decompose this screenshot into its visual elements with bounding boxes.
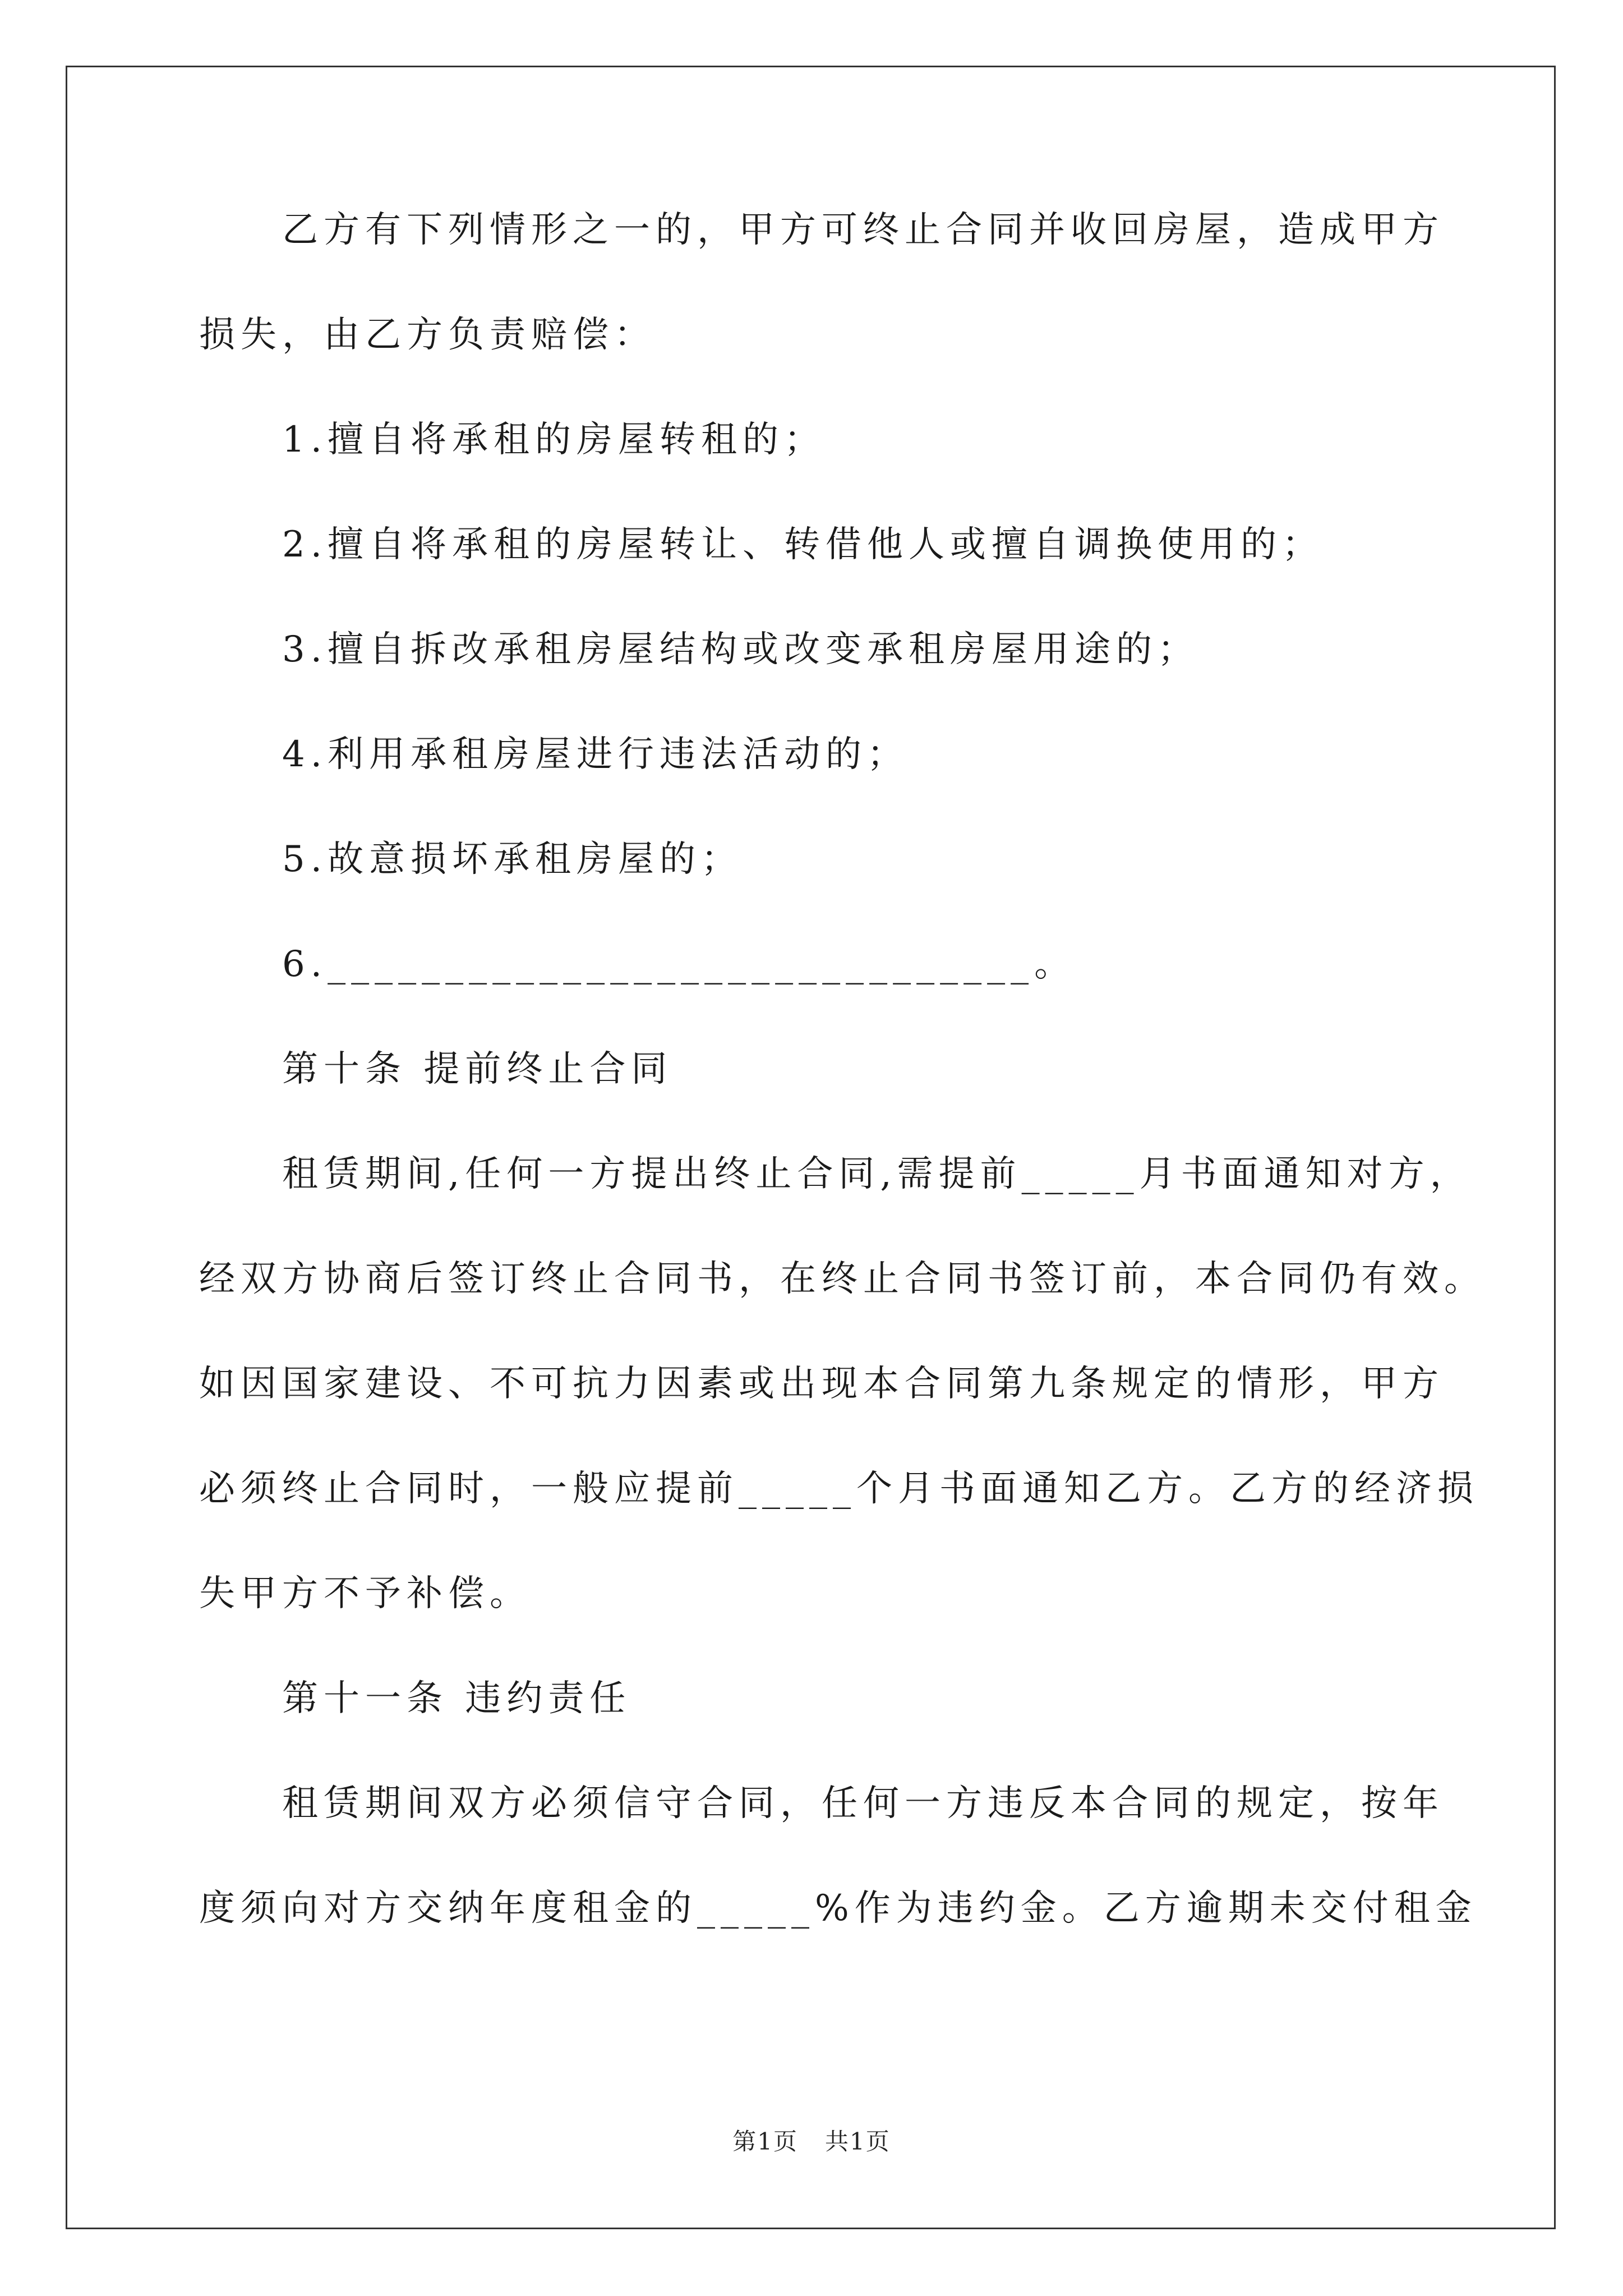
paragraph-line: 经双方协商后签订终止合同书，在终止合同书签订前，本合同仍有效。 — [199, 1258, 1486, 1300]
paragraph-line: 如因国家建设、不可抗力因素或出现本合同第九条规定的情形，甲方 — [199, 1363, 1444, 1405]
page-number: 第1页 — [732, 2128, 798, 2155]
list-item: 2.擅自将承租的房屋转让、转借他人或擅自调换使用的； — [282, 524, 1324, 565]
list-item: 5.故意损坏承租房屋的； — [282, 839, 743, 880]
page-total: 共1页 — [825, 2128, 891, 2155]
paragraph-line: 损失，由乙方负责赔偿： — [199, 314, 656, 356]
page-footer — [0, 2125, 1623, 2159]
paragraph-line: 乙方有下列情形之一的，甲方可终止合同并收回房屋，造成甲方 — [282, 209, 1444, 251]
list-item: 6.______________________________。 — [282, 944, 1076, 985]
paragraph-line: 失甲方不予补偿。 — [199, 1573, 531, 1614]
list-item: 4.利用承租房屋进行违法活动的； — [282, 734, 909, 775]
paragraph-line: 必须终止合同时，一般应提前_____个月书面通知乙方。乙方的经济损 — [199, 1468, 1479, 1510]
paragraph-line: 度须向对方交纳年度租金的_____%作为违约金。乙方逾期未交付租金 — [199, 1888, 1477, 1929]
section-heading: 第十一条 违约责任 — [282, 1678, 631, 1719]
list-item: 1.擅自将承租的房屋转租的； — [282, 419, 826, 461]
list-item: 3.擅自拆改承租房屋结构或改变承租房屋用途的； — [282, 629, 1200, 670]
paragraph-line: 租赁期间,任何一方提出终止合同,需提前_____月书面通知对方， — [282, 1153, 1472, 1195]
paragraph-line: 租赁期间双方必须信守合同，任何一方违反本合同的规定，按年 — [282, 1783, 1444, 1824]
section-heading: 第十条 提前终止合同 — [282, 1048, 673, 1090]
